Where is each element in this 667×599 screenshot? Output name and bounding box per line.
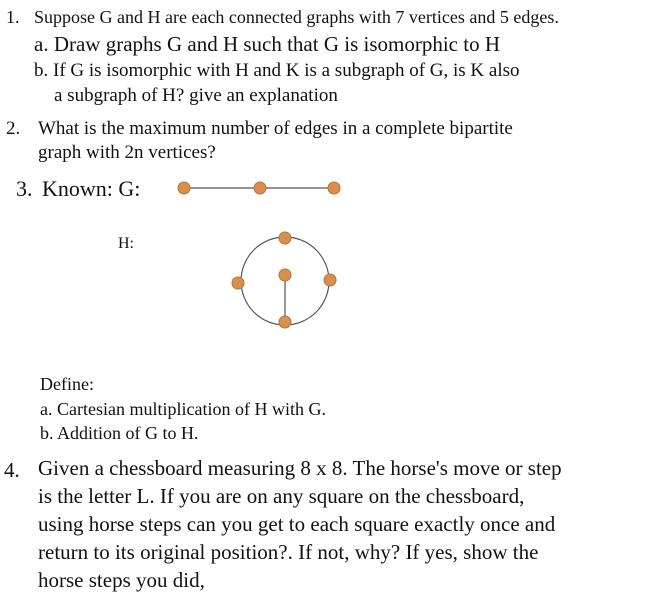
q1-part-b-line2: a subgraph of H? give an explanation [54,85,338,106]
q4-line1: Given a chessboard measuring 8 x 8. The horse's move or step [38,456,562,480]
q1-part-b-line1: b. If G is isomorphic with H and K is a subgraph of G, is K also [34,60,520,81]
q3-number: 3. [16,176,33,201]
q1-text: Suppose G and H are each connected graphs with 7 vertices and 5 edges. [34,7,559,27]
graph-h [232,232,336,328]
graph-h-vertex-right [324,274,336,286]
q3-h-label: H: [118,235,134,252]
q1-number: 1. [6,7,20,27]
q4-number: 4. [4,458,20,482]
graph-g-vertex-1 [178,182,190,194]
q4-line5: horse steps you did, [38,568,205,592]
q4-line3: using horse steps can you get to each square exactly once and [38,512,556,536]
q4-line4: return to its original position?. If not, why? If yes, show the [38,540,539,564]
q2-line1: What is the maximum number of edges in a complete bipartite [38,118,513,139]
graph-h-vertex-center [279,269,291,281]
q4-line2: is the letter L. If you are on any square on the chessboard, [38,484,525,508]
graph-h-vertex-top [279,232,291,244]
graph-g [178,182,340,194]
graph-h-vertex-bottom [279,316,291,328]
graph-g-vertex-3 [328,182,340,194]
q2-number: 2. [6,118,21,139]
graph-h-vertex-left [232,277,244,289]
q3-define-b: b. Addition of G to H. [40,423,199,443]
q3-known-label: Known: G: [42,176,141,201]
q1-part-a: a. Draw graphs G and H such that G is isomorphic to H [34,32,500,56]
q3-define-label: Define: [40,374,94,394]
q2-line2: graph with 2n vertices? [38,142,216,163]
q3-define-a: a. Cartesian multiplication of H with G. [40,399,326,419]
graph-g-vertex-2 [254,182,266,194]
